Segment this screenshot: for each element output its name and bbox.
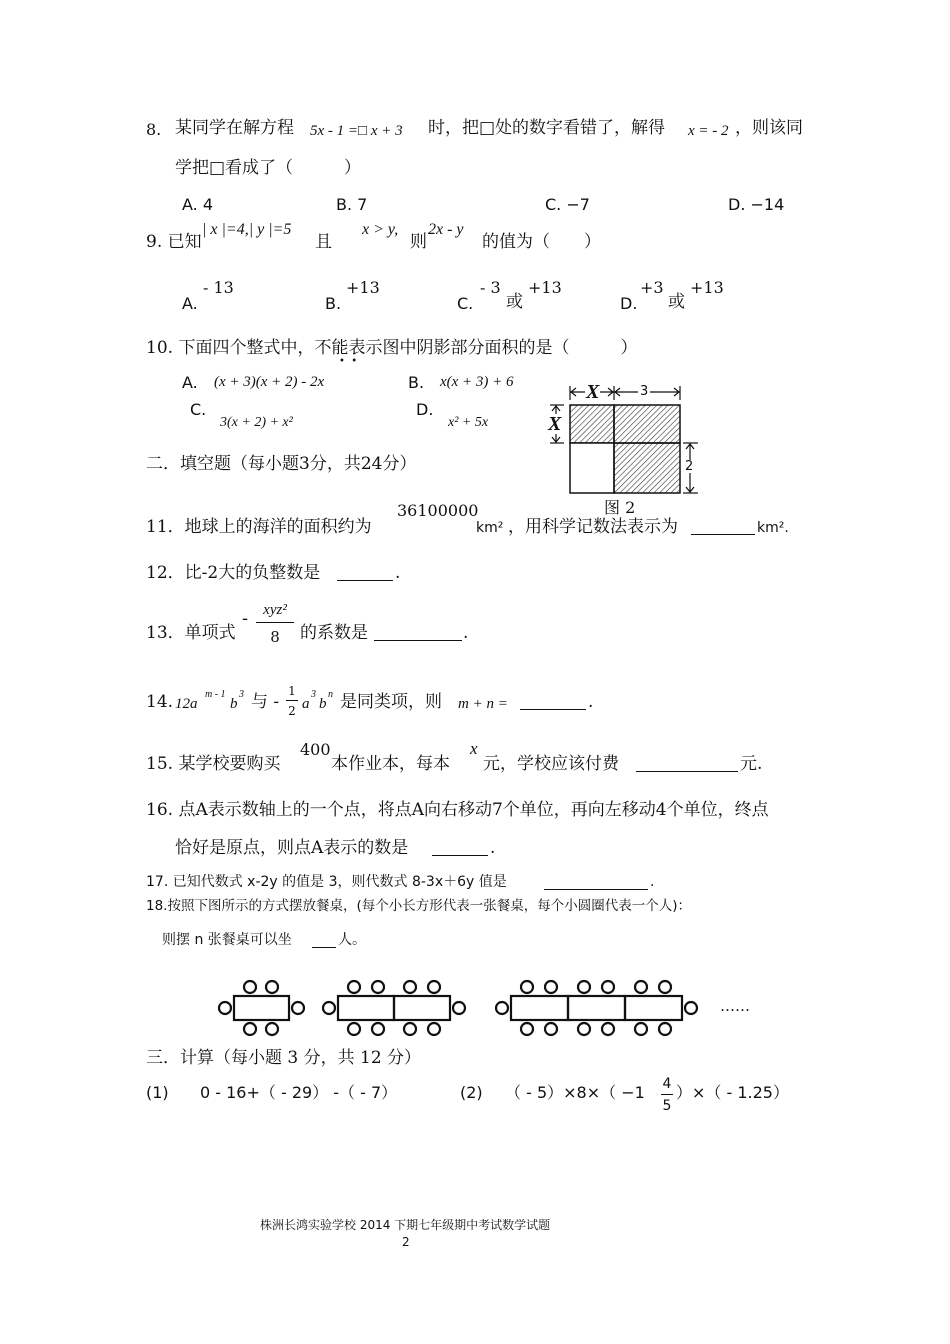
- q9-prefix: 9. 已知: [146, 232, 202, 252]
- q9-option-d1: +3: [640, 278, 664, 297]
- q9-option-a-label: A.: [182, 294, 198, 313]
- q14-exp2: 3: [311, 689, 316, 700]
- calc-2-fraction-denominator: 5: [662, 1098, 672, 1114]
- q10-option-d: x² + 5x: [448, 415, 489, 430]
- q8-line2: 学把□看成了（ ）: [175, 158, 362, 178]
- q14-answer-blank[interactable]: [520, 695, 586, 710]
- section-3-title: 三．计算（每小题 3 分，共 12 分）: [146, 1048, 422, 1068]
- q13-end: .: [463, 623, 469, 643]
- q16-end: .: [490, 838, 496, 858]
- calc-1-expression: 0 - 16+（ - 29） -（ - 7）: [200, 1083, 398, 1102]
- q9-condition2: x > y,: [362, 221, 399, 238]
- q15-text-b: 本作业本，每本: [331, 754, 450, 774]
- q12-text: 12．比-2大的负整数是: [146, 563, 321, 583]
- q9-option-d-label: D.: [620, 294, 638, 313]
- shaded-region-top-left: [570, 405, 614, 443]
- q15-end: 元.: [740, 754, 763, 774]
- q10-option-a: (x + 3)(x + 2) - 2x: [214, 374, 325, 390]
- q13-fraction-bar: [256, 622, 294, 623]
- q14-frac-num: 1: [288, 684, 296, 698]
- one-table-group: [219, 981, 304, 1035]
- q14-exp1: m - 1: [205, 689, 226, 700]
- q13-minus: -: [242, 608, 249, 629]
- q13-text-a: 13．单项式: [146, 623, 236, 643]
- section-2-title: 二．填空题（每小题3分，共24分）: [146, 454, 417, 474]
- figure-2-caption: 图 2: [604, 498, 636, 517]
- q10-option-b-label: B.: [408, 373, 425, 392]
- q11-unit-end: km².: [757, 520, 789, 536]
- q9-suffix: 的值为（ ）: [482, 232, 601, 252]
- q9-option-c-or: 或: [506, 292, 523, 312]
- footer-title: 株洲长鸿实验学校 2014 下期七年级期中考试数学试题: [260, 1218, 551, 1232]
- q14-term2b: b: [319, 696, 327, 712]
- q9-option-c1: - 3: [480, 278, 501, 297]
- shaded-region-top-right: [614, 405, 680, 443]
- table-arrangement-figure: [212, 980, 772, 1040]
- q8-number: 8.: [146, 120, 162, 139]
- q14-term2: a: [302, 696, 310, 712]
- q10-option-c: 3(x + 2) + x²: [220, 415, 293, 430]
- calc-2-expression-b: ）×（ - 1.25）: [676, 1083, 789, 1102]
- q14-exp2b: n: [328, 689, 333, 700]
- q15-answer-blank[interactable]: [636, 757, 738, 772]
- three-tables-group: [496, 981, 697, 1035]
- q15-text-a: 15. 某学校要购买: [146, 754, 281, 774]
- q10-option-b: x(x + 3) + 6: [440, 374, 514, 390]
- calc-2-expression-a: （ - 5）×8×（ −1: [505, 1083, 645, 1102]
- q9-option-c2: +13: [528, 278, 562, 297]
- q10-option-a-label: A.: [182, 373, 198, 392]
- q10-option-c-label: C.: [190, 400, 207, 419]
- q17-end: .: [650, 874, 655, 890]
- q16-answer-blank[interactable]: [432, 841, 488, 856]
- q14-with: 与 -: [251, 692, 280, 712]
- q16-line1: 16. 点A表示数轴上的一个点，将点A向右移动7个单位，再向左移动4个单位，终点: [146, 800, 769, 820]
- q9-option-b-label: B.: [325, 294, 342, 313]
- q10-option-d-label: D.: [416, 400, 434, 419]
- q8-text-a: 某同学在解方程: [175, 118, 294, 138]
- q14-text: 是同类项，则: [340, 692, 442, 712]
- figure-2-label-x-left: X: [548, 413, 562, 435]
- q8-text-c: ，则该同: [735, 118, 803, 138]
- figure-2-label-3: 3: [640, 384, 649, 399]
- q17-answer-blank[interactable]: [544, 875, 648, 890]
- figure-2-label-x-top: X: [586, 381, 600, 403]
- q9-condition: | x |=4,| y |=5: [202, 221, 292, 238]
- q9-ze: 则: [410, 232, 427, 252]
- q18-line2: 则摆 n 张餐桌可以坐: [162, 932, 292, 948]
- q11-number: 36100000: [397, 501, 479, 520]
- figure-2-label-2: 2: [685, 459, 694, 474]
- calc-2-label: (2): [460, 1083, 483, 1102]
- q8-option-d: D. −14: [728, 195, 785, 214]
- q12-end: .: [395, 563, 401, 583]
- q13-text-b: 的系数是: [300, 623, 368, 643]
- q8-equation: 5x - 1 =□ x + 3: [310, 123, 403, 139]
- q15-variable: x: [470, 739, 478, 758]
- q13-answer-blank[interactable]: [374, 626, 462, 641]
- q11-answer-blank[interactable]: [691, 520, 755, 535]
- q17-text: 17. 已知代数式 x-2y 的值是 3，则代数式 8-3x＋6y 值是: [146, 874, 507, 890]
- q9-option-b: +13: [346, 278, 380, 297]
- q13-numerator: xyz²: [263, 602, 287, 618]
- q14-fraction-bar: [286, 700, 298, 701]
- q9-option-d-or: 或: [668, 292, 685, 312]
- q11-text-a: 11．地球上的海洋的面积约为: [146, 517, 372, 537]
- calc-2-fraction-bar: [661, 1094, 673, 1095]
- q14-term1: 12a: [175, 696, 198, 712]
- shaded-region-bottom-right: [614, 443, 680, 493]
- calc-2-fraction-numerator: 4: [662, 1076, 672, 1092]
- q12-answer-blank[interactable]: [337, 566, 393, 581]
- q8-solution: x = - 2: [688, 123, 729, 139]
- q11-unit: km²: [476, 520, 504, 536]
- footer-page-number: 2: [402, 1235, 410, 1249]
- q8-option-b: B. 7: [336, 195, 368, 214]
- calc-1-label: (1): [146, 1083, 169, 1102]
- q9-option-d2: +13: [690, 278, 724, 297]
- q9-option-a: - 13: [203, 278, 234, 297]
- q15-number: 400: [300, 740, 331, 759]
- q18-line1: 18.按照下图所示的方式摆放餐桌，(每个小长方形代表一张餐桌，每个小圆圈代表一个人)：: [146, 898, 692, 914]
- q14-term1b: b: [230, 696, 238, 712]
- q15-text-c: 元，学校应该付费: [483, 754, 619, 774]
- q9-expression: 2x - y: [428, 221, 464, 238]
- q14-expression: m + n =: [458, 696, 508, 712]
- q11-text-b: ，用科学记数法表示为: [508, 517, 678, 537]
- q8-option-a: A. 4: [182, 195, 214, 214]
- q14-frac-den: 2: [288, 704, 296, 718]
- q14-exp1b: 3: [239, 689, 244, 700]
- q10-emphasis-dots: • •: [339, 356, 358, 367]
- q18-end: 人。: [338, 932, 366, 948]
- q9-option-c-label: C.: [457, 294, 474, 313]
- q13-denominator: 8: [270, 628, 280, 646]
- q10-text: 10. 下面四个整式中，不能表示图中阴影部分面积的是（ ）: [146, 338, 638, 358]
- blank-region-bottom-left: [570, 443, 614, 493]
- q18-answer-blank[interactable]: [312, 933, 336, 948]
- q8-text-b: 时，把□处的数字看错了，解得: [428, 118, 666, 138]
- table-arrangement-ellipsis: ……: [720, 997, 750, 1015]
- q9-qie: 且: [315, 232, 332, 252]
- q14-end: .: [588, 692, 594, 712]
- q14-number: 14.: [146, 692, 174, 712]
- q8-option-c: C. −7: [545, 195, 590, 214]
- q16-line2: 恰好是原点，则点A表示的数是: [175, 838, 409, 858]
- two-tables-group: [323, 981, 465, 1035]
